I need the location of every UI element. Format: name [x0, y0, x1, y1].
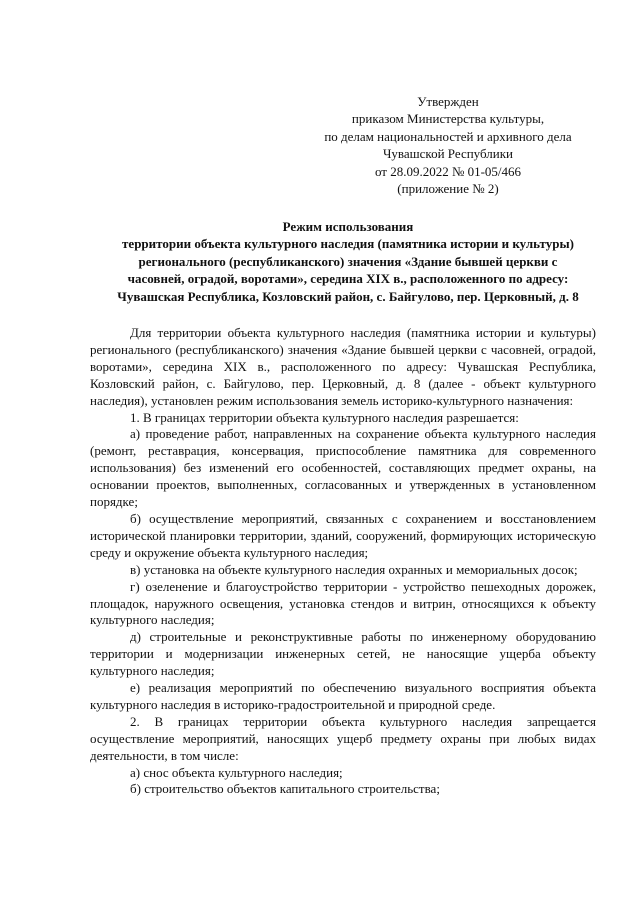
section-1-item-d: д) строительные и реконструктивные работы по инженерному оборудованию территории и модернизации инженерных сетей, не наносящие ущерба объекту культурного наследия; [90, 629, 596, 679]
title-line-3: регионального (республиканского) значения «Здание бывшей церкви с [138, 253, 558, 269]
section-2-heading: 2. В границах территории объекта культурного наследия запрещается осуществление мероприятий, наносящих ущерб предмету охраны при любых видах деятельности, в том числе: [90, 713, 596, 763]
section-1-item-b: б) осуществление мероприятий, связанных с сохранением и восстановлением исторической планировки территории, зданий, сооружений, формирующих историческую среду и окружение объекта культурного наследия; [90, 510, 596, 560]
intro-paragraph: Для территории объекта культурного наследия (памятника истории и культуры) регионального (республиканского) значения «Здание бывшей церкви с часовней, оградой, воротами», середина XIX в., расположенного по адресу: Чувашская Республика, Козловский район, с. Байгулово, пер. Церковный, д. 8 (далее - объект культурного наследия), установлен режим использования земель историко-культурного назначения: [90, 325, 596, 408]
approval-line-republic: Чувашской Республики [382, 146, 514, 162]
title-line-1: Режим использования [282, 219, 414, 234]
document-title [84, 218, 612, 305]
section-1-item-g: г) озеленение и благоустройство территории - устройство пешеходных дорожек, площадок, наружного освещения, установка стендов и витрин, относящихся к объекту культурного наследия; [90, 578, 596, 628]
approval-line-ministry: по делам национальностей и архивного дела [324, 128, 572, 144]
approval-line-appendix: (приложение № 2) [397, 181, 499, 197]
section-1-item-e: е) реализация мероприятий по обеспечению визуального восприятия объекта культурного наследия в историко-градостроительной и природной среде. [90, 680, 596, 712]
document-body [90, 325, 596, 798]
approval-stamp [298, 93, 598, 197]
section-1-item-a: а) проведение работ, направленных на сохранение объекта культурного наследия (ремонт, реставрация, консервация, приспособление памятника для современного использования) без изменений его особенностей, составляющих предмет охраны, на основании проектов, выполненных, согласованных и утвержденных в установленном порядке; [90, 426, 596, 510]
section-2-item-b: б) строительство объектов капитального строительства; [130, 781, 440, 797]
approval-line-approved: Утвержден [417, 94, 479, 109]
section-2-item-a: а) снос объекта культурного наследия; [130, 764, 343, 780]
section-1-item-v: в) установка на объекте культурного наследия охранных и мемориальных досок; [130, 561, 578, 577]
title-line-5: Чувашская Республика, Козловский район, с. Байгулово, пер. Церковный, д. 8 [117, 288, 579, 304]
approval-line-order: приказом Министерства культуры, [351, 111, 545, 127]
approval-line-date-number: от 28.09.2022 № 01-05/466 [374, 163, 522, 179]
title-line-2: территории объекта культурного наследия (памятника истории и культуры) [122, 236, 574, 252]
section-1-heading: 1. В границах территории объекта культурного наследия разрешается: [130, 409, 519, 425]
title-line-4: часовней, оградой, воротами», середина XIX в., расположенного по адресу: [127, 271, 569, 287]
